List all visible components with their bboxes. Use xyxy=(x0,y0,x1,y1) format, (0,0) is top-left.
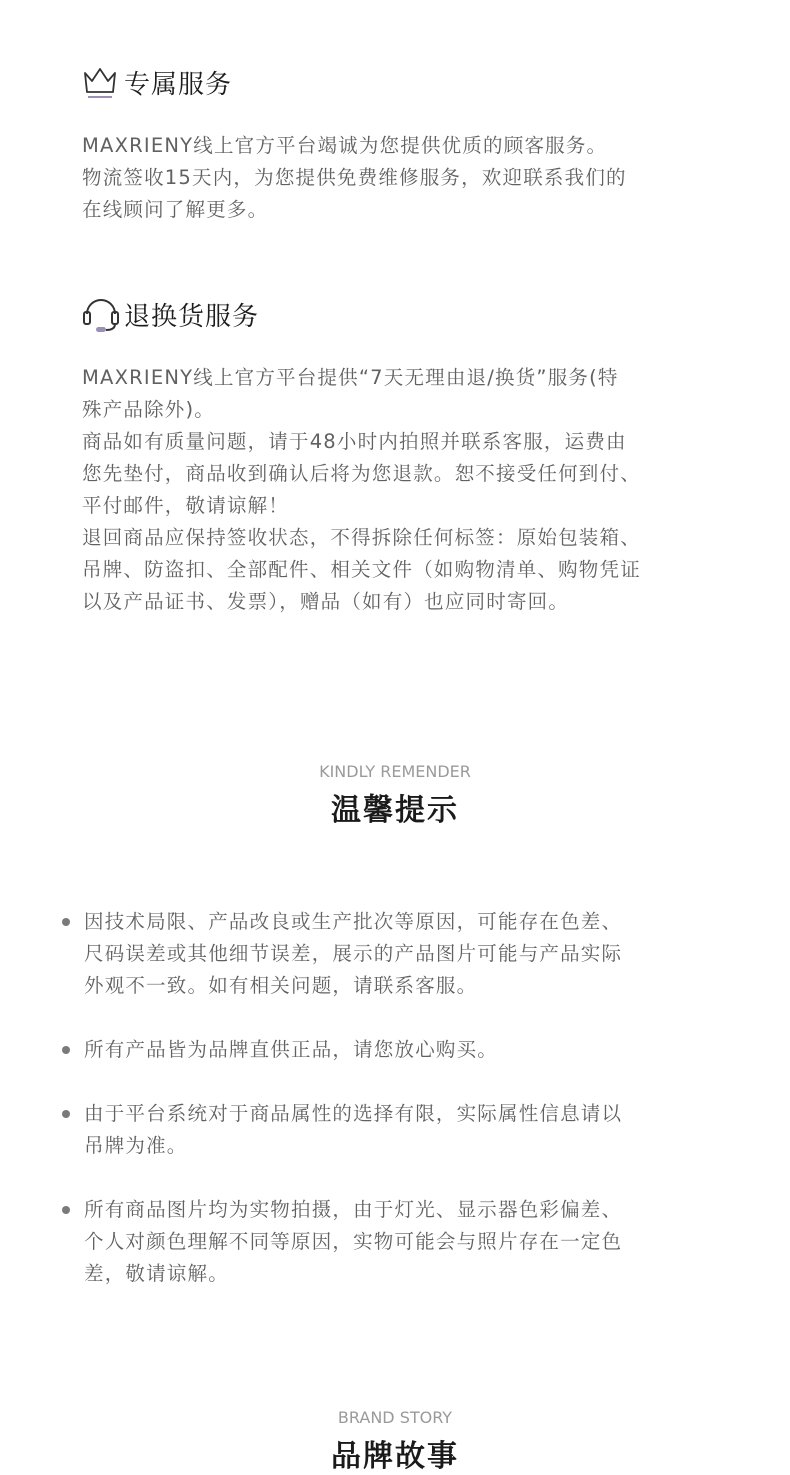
list-item-line: 外观不一致。如有相关问题，请联系客服。 xyxy=(84,974,478,997)
return-service-body xyxy=(82,362,722,618)
list-item-line: 因技术局限、产品改良或生产批次等原因，可能存在色差、 xyxy=(84,910,623,933)
reminder-title: 温馨提示 xyxy=(331,793,459,828)
list-item xyxy=(62,1034,722,1066)
bullet-dot-icon xyxy=(62,918,70,926)
return-service-line: 商品如有质量问题，请于48小时内拍照并联系客服，运费由 xyxy=(82,430,627,453)
brand-story-title: 品牌故事 xyxy=(331,1439,459,1474)
list-item xyxy=(62,906,722,1002)
list-item-line: 由于平台系统对于商品属性的选择有限，实际属性信息请以 xyxy=(84,1102,623,1125)
brand-story-subtitle: BRAND STORY xyxy=(337,1408,453,1427)
exclusive-service-line: 在线顾问了解更多。 xyxy=(82,198,269,221)
return-service-line: 吊牌、防盗扣、全部配件、相关文件（如购物清单、购物凭证 xyxy=(82,558,641,581)
return-service-title: 退换货服务 xyxy=(124,301,260,332)
exclusive-service-title: 专属服务 xyxy=(124,69,233,100)
list-item xyxy=(62,1098,722,1162)
exclusive-service-header xyxy=(82,62,722,102)
return-service-line: 您先垫付，商品收到确认后将为您退款。恕不接受任何到付、 xyxy=(82,462,641,485)
list-item-line: 个人对颜色理解不同等原因，实物可能会与照片存在一定色 xyxy=(84,1230,623,1253)
headset-icon xyxy=(82,294,122,334)
return-service-line: 退回商品应保持签收状态，不得拆除任何标签：原始包装箱、 xyxy=(82,526,641,549)
list-item-line: 所有商品图片均为实物拍摄，由于灯光、显示器色彩偏差、 xyxy=(84,1198,623,1221)
return-service-line: 平付邮件，敬请谅解！ xyxy=(82,494,290,517)
return-service-line: 以及产品证书、发票），赠品（如有）也应同时寄回。 xyxy=(82,590,570,613)
list-item-line: 差，敬请谅解。 xyxy=(84,1262,229,1285)
list-item xyxy=(62,1194,722,1290)
reminder-list xyxy=(62,906,722,1322)
exclusive-service-section xyxy=(82,62,722,226)
return-service-line: MAXRIENY线上官方平台提供“7天无理由退/换货”服务(特 xyxy=(82,366,619,389)
bullet-dot-icon xyxy=(62,1110,70,1118)
crown-icon xyxy=(82,62,122,102)
reminder-heading xyxy=(0,762,790,829)
exclusive-service-line: MAXRIENY线上官方平台竭诚为您提供优质的顾客服务。 xyxy=(82,134,608,157)
bullet-dot-icon xyxy=(62,1046,70,1054)
return-service-line: 殊产品除外)。 xyxy=(82,398,216,421)
list-item-line: 吊牌为准。 xyxy=(84,1134,188,1157)
bullet-dot-icon xyxy=(62,1206,70,1214)
return-service-header xyxy=(82,294,722,334)
list-item-line: 尺码误差或其他细节误差，展示的产品图片可能与产品实际 xyxy=(84,942,623,965)
brand-story-heading xyxy=(0,1408,790,1475)
return-service-section xyxy=(82,294,722,618)
exclusive-service-body xyxy=(82,130,722,226)
exclusive-service-line: 物流签收15天内，为您提供免费维修服务，欢迎联系我们的 xyxy=(82,166,627,189)
list-item-line: 所有产品皆为品牌直供正品，请您放心购买。 xyxy=(84,1038,499,1061)
reminder-subtitle: KINDLY REMENDER xyxy=(319,762,471,781)
